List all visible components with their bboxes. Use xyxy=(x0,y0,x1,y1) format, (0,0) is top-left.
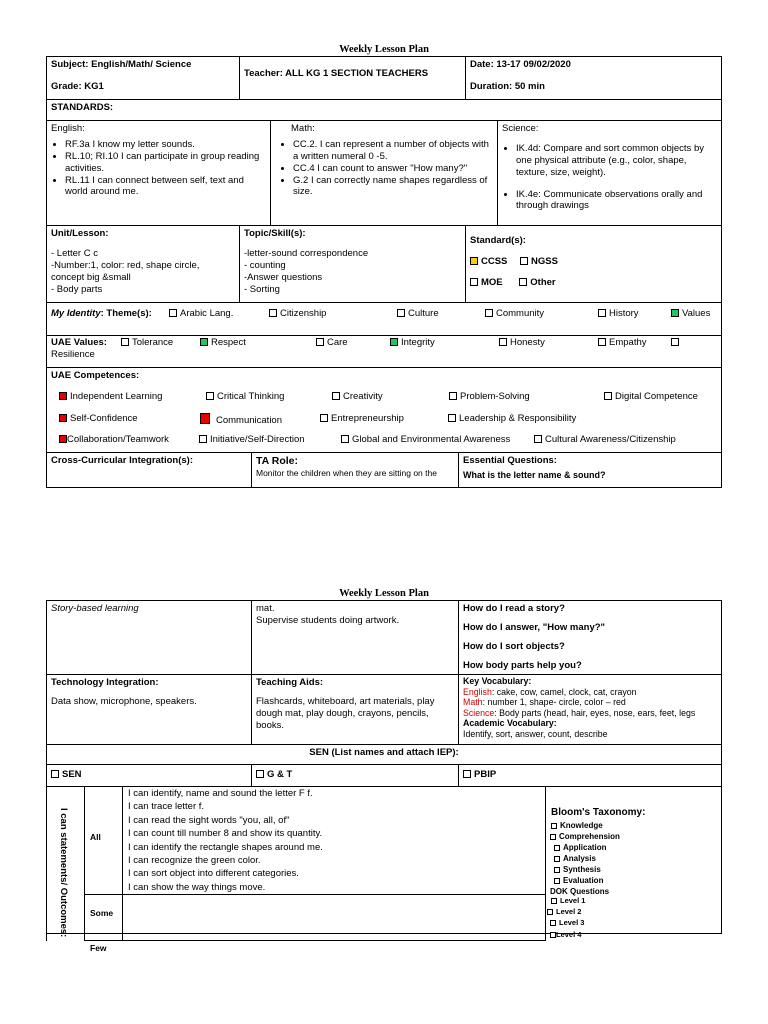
culture-checkbox[interactable] xyxy=(397,309,405,317)
bloom-item: Analysis xyxy=(563,854,596,863)
comprehension-checkbox[interactable] xyxy=(550,834,556,840)
statement: I can trace letter f. xyxy=(128,801,205,813)
i-can-statements xyxy=(128,787,323,894)
uae-values-label: UAE Values: xyxy=(51,337,107,348)
academic-text: Identify, sort, answer, count, describe xyxy=(463,728,608,739)
statement: I can show the way things move. xyxy=(128,881,266,893)
collaboration-label: Collaboration/Teamwork xyxy=(67,434,169,445)
vocab-math: : number 1, shape- circle, color – red xyxy=(482,697,626,708)
community-checkbox[interactable] xyxy=(485,309,493,317)
synthesis-checkbox[interactable] xyxy=(554,867,560,873)
date-cell xyxy=(465,56,722,100)
all-label: All xyxy=(90,832,101,842)
gt-checkbox[interactable] xyxy=(256,770,264,778)
tech-label: Technology Integration: xyxy=(51,677,159,688)
bloom-item: Synthesis xyxy=(563,865,601,874)
unit-lesson-cell xyxy=(46,225,240,303)
statement: I can count till number 8 and show its quantity. xyxy=(128,828,323,840)
history-checkbox[interactable] xyxy=(598,309,606,317)
competences-label: UAE Competences: xyxy=(51,370,140,381)
global-label: Global and Environmental Awareness xyxy=(352,434,511,445)
few-label: Few xyxy=(90,943,107,953)
creativity-checkbox[interactable] xyxy=(332,392,340,400)
problem-checkbox[interactable] xyxy=(449,392,457,400)
tolerance-label: Tolerance xyxy=(132,337,174,348)
statement: I can read the sight words "you, all, of" xyxy=(128,814,290,826)
subject: Subject: English/Math/ Science xyxy=(51,59,192,70)
topic-skill-cell xyxy=(239,225,466,303)
science-standard: • IK.4e: Communicate observations orally and through drawings xyxy=(516,189,717,213)
empathy-checkbox[interactable] xyxy=(598,338,606,346)
sen-header: SEN (List names and attach IEP): xyxy=(46,744,722,765)
analysis-checkbox[interactable] xyxy=(554,856,560,862)
teacher-cell xyxy=(239,56,466,100)
standards-checklist-cell xyxy=(465,225,722,303)
values-checkbox[interactable] xyxy=(671,309,679,317)
resilience-checkbox[interactable] xyxy=(671,338,679,346)
creativity-label: Creativity xyxy=(343,391,383,402)
math-standard: • G.2 I can correctly name shapes regardless of size. xyxy=(293,175,493,199)
topic-line: -letter-sound correspondence xyxy=(244,247,369,259)
academic-label: Academic Vocabulary: xyxy=(463,718,557,729)
initiative-label: Initiative/Self-Direction xyxy=(210,434,305,445)
english-standard: • RL.10; RI.10 I can participate in group reading activities. xyxy=(65,151,266,175)
pbip-cell xyxy=(458,764,722,787)
some-label: Some xyxy=(90,908,114,918)
dok-item: Level 1 xyxy=(560,896,586,905)
other-checkbox[interactable] xyxy=(519,278,527,286)
question: How do I answer, "How many?" xyxy=(463,621,606,633)
math-standards xyxy=(270,120,498,226)
community-label: Community xyxy=(496,308,545,319)
entrepreneurship-checkbox[interactable] xyxy=(320,414,328,422)
topic-line: - counting xyxy=(244,259,286,271)
unit-line: -Number:1, color: red, shape circle, concept big &small xyxy=(51,259,200,283)
topic-line: -Answer questions xyxy=(244,271,323,283)
communication-checkbox[interactable] xyxy=(200,413,210,424)
integrity-label: Integrity xyxy=(401,337,435,348)
identity-row xyxy=(46,302,722,336)
independent-checkbox[interactable] xyxy=(59,392,67,400)
leadership-checkbox[interactable] xyxy=(448,414,456,422)
science-label: Science: xyxy=(502,123,539,134)
bloom-label: Bloom's Taxonomy: xyxy=(551,807,646,818)
subject-grade-cell xyxy=(46,56,240,100)
bloom-item: Evaluation xyxy=(563,876,604,885)
dok-item: Level 3 xyxy=(559,918,585,928)
standard-label: Standard(s): xyxy=(470,235,526,246)
dok-item: Level 4 xyxy=(556,929,582,939)
story-based-text: Story-based learning xyxy=(51,603,139,614)
ccss-checkbox[interactable] xyxy=(470,257,478,265)
ngss-checkbox[interactable] xyxy=(520,257,528,265)
knowledge-checkbox[interactable] xyxy=(551,823,557,829)
english-standard: • RL.11 I can connect between self, text and world around me. xyxy=(65,175,266,199)
uae-values-row xyxy=(46,335,722,368)
digital-checkbox[interactable] xyxy=(604,392,612,400)
integrity-checkbox[interactable] xyxy=(390,338,398,346)
collaboration-checkbox[interactable] xyxy=(59,435,67,443)
unit-line: - Letter C c xyxy=(51,247,98,259)
bloom-item: Knowledge xyxy=(560,821,603,830)
care-label: Care xyxy=(327,337,348,348)
themes-label: : Theme(s): xyxy=(100,308,152,319)
standards-label: STANDARDS: xyxy=(46,99,722,121)
pbip-checkbox[interactable] xyxy=(463,770,471,778)
honesty-checkbox[interactable] xyxy=(499,338,507,346)
global-checkbox[interactable] xyxy=(341,435,349,443)
teacher: Teacher: ALL KG 1 SECTION TEACHERS xyxy=(244,68,429,79)
vocabulary-cell xyxy=(458,674,722,745)
tech-text: Data show, microphone, speakers. xyxy=(51,695,197,707)
bloom-list xyxy=(550,820,620,897)
citizenship-label: Citizenship xyxy=(280,308,327,319)
statement: I can recognize the green color. xyxy=(128,855,261,867)
statement: I can identify the rectangle shapes around me. xyxy=(128,841,323,853)
essential-questions-list xyxy=(458,600,722,675)
math-label: Math: xyxy=(291,123,315,134)
outcomes-label: I can statements/ Outcomes: xyxy=(58,808,69,938)
arabic-label: Arabic Lang. xyxy=(180,308,234,319)
ta-role-text: Monitor the children when they are sitting on the xyxy=(256,468,437,479)
page-1-title: Weekly Lesson Plan xyxy=(339,44,429,55)
statement: I can sort object into different categories. xyxy=(128,868,299,880)
grade: Grade: KG1 xyxy=(51,80,104,92)
leadership-label: Leadership & Responsibility xyxy=(459,413,577,424)
arabic-checkbox[interactable] xyxy=(169,309,177,317)
date: Date: 13-17 09/02/2020 xyxy=(470,59,571,70)
essential-question: What is the letter name & sound? xyxy=(463,469,606,480)
cultural-label: Cultural Awareness/Citizenship xyxy=(545,434,676,445)
ta-role-label: TA Role: xyxy=(256,455,298,467)
topic-label: Topic/Skill(s): xyxy=(244,228,306,239)
math-standard: • CC.2. I can represent a number of objects with a written numeral 0 -5. xyxy=(293,139,493,163)
entrepreneurship-label: Entrepreneurship xyxy=(331,413,404,424)
supervise-text: Supervise students doing artwork. xyxy=(256,614,400,626)
level-3-checkbox[interactable] xyxy=(550,920,556,926)
story-based-cell xyxy=(46,600,252,675)
vocab-science: : Body parts (head, hair, eyes, nose, ears, feet, legs xyxy=(494,707,696,718)
page-2-title: Weekly Lesson Plan xyxy=(339,588,429,599)
sen-cell xyxy=(46,764,252,787)
gt-label: G & T xyxy=(267,769,293,780)
problem-label: Problem-Solving xyxy=(460,391,530,402)
vocab-english-label: English xyxy=(463,686,492,697)
identity-heading xyxy=(51,308,152,319)
unit-line: - Body parts xyxy=(51,283,103,295)
critical-checkbox[interactable] xyxy=(206,392,214,400)
english-label: English: xyxy=(51,123,85,134)
sen-label: SEN xyxy=(62,769,82,780)
technology-cell xyxy=(46,674,252,745)
confidence-label: Self-Confidence xyxy=(70,413,138,424)
ta-role-continued-cell xyxy=(251,600,459,675)
dok-label: DOK Questions xyxy=(550,887,610,896)
values-label: Values xyxy=(682,308,711,319)
sen-checkbox[interactable] xyxy=(51,770,59,778)
digital-label: Digital Competence xyxy=(615,391,698,402)
aids-label: Teaching Aids: xyxy=(256,677,324,688)
dok-list xyxy=(550,895,585,940)
independent-label: Independent Learning xyxy=(70,391,163,402)
english-standards xyxy=(46,120,271,226)
ta-role-cell xyxy=(251,452,459,488)
uae-competences-row xyxy=(46,367,722,453)
ccss-label: CCSS xyxy=(481,255,508,267)
vocab-science-label: Science xyxy=(463,707,495,718)
cultural-checkbox[interactable] xyxy=(534,435,542,443)
question: How do I read a story? xyxy=(463,603,565,614)
science-standards xyxy=(497,120,722,226)
other-label: Other xyxy=(530,276,556,288)
culture-label: Culture xyxy=(408,308,439,319)
empathy-label: Empathy xyxy=(609,337,647,348)
math-standard: • CC.4 I can count to answer "How many?" xyxy=(293,163,493,175)
vocab-label: Key Vocabulary: xyxy=(463,676,532,686)
tolerance-checkbox[interactable] xyxy=(121,338,129,346)
ngss-label: NGSS xyxy=(531,255,558,267)
topic-line: - Sorting xyxy=(244,283,280,295)
level-2-checkbox[interactable] xyxy=(547,909,553,915)
moe-checkbox[interactable] xyxy=(470,278,478,286)
duration: Duration: 50 min xyxy=(470,80,545,92)
essential-questions-cell xyxy=(458,452,722,488)
confidence-checkbox[interactable] xyxy=(59,414,67,422)
moe-label: MOE xyxy=(481,276,503,288)
respect-checkbox[interactable] xyxy=(200,338,208,346)
communication-label: Communication xyxy=(216,415,282,426)
essential-label: Essential Questions: xyxy=(463,455,557,466)
vocab-english: : cake, cow, camel, clock, cat, crayon xyxy=(491,686,637,697)
bloom-item: Comprehension xyxy=(559,832,620,841)
aids-text: Flashcards, whiteboard, art materials, play dough mat, play dough, crayons, pencils, books. xyxy=(256,695,435,731)
citizenship-checkbox[interactable] xyxy=(269,309,277,317)
statement: I can identify, name and sound the letter F f. xyxy=(128,788,313,799)
critical-label: Critical Thinking xyxy=(217,391,285,402)
question: How do I sort objects? xyxy=(463,640,565,652)
unit-label: Unit/Lesson: xyxy=(51,228,109,239)
evaluation-checkbox[interactable] xyxy=(554,878,560,884)
level-1-checkbox[interactable] xyxy=(551,898,557,904)
history-label: History xyxy=(609,308,639,319)
pbip-label: PBIP xyxy=(474,769,497,780)
question: How body parts help you? xyxy=(463,659,582,671)
vocab-math-label: Math xyxy=(463,697,483,708)
science-standard: • IK.4d: Compare and sort common objects by one physical attribute (e.g., color, shape, texture, size, weight). xyxy=(516,143,717,179)
dok-item: Level 2 xyxy=(556,907,582,917)
honesty-label: Honesty xyxy=(510,337,545,348)
identity-label: My Identity xyxy=(51,308,101,319)
teaching-aids-cell xyxy=(251,674,459,745)
initiative-checkbox[interactable] xyxy=(199,435,207,443)
english-standard: • RF.3a I know my letter sounds. xyxy=(65,139,266,151)
cross-curricular-cell: Cross-Curricular Integration(s): xyxy=(46,452,252,488)
gt-cell xyxy=(251,764,459,787)
mat-text: mat. xyxy=(256,603,275,614)
application-checkbox[interactable] xyxy=(554,845,560,851)
respect-label: Respect xyxy=(211,337,246,348)
bloom-item: Application xyxy=(563,843,607,852)
resilience-label: Resilience xyxy=(51,349,95,360)
care-checkbox[interactable] xyxy=(316,338,324,346)
